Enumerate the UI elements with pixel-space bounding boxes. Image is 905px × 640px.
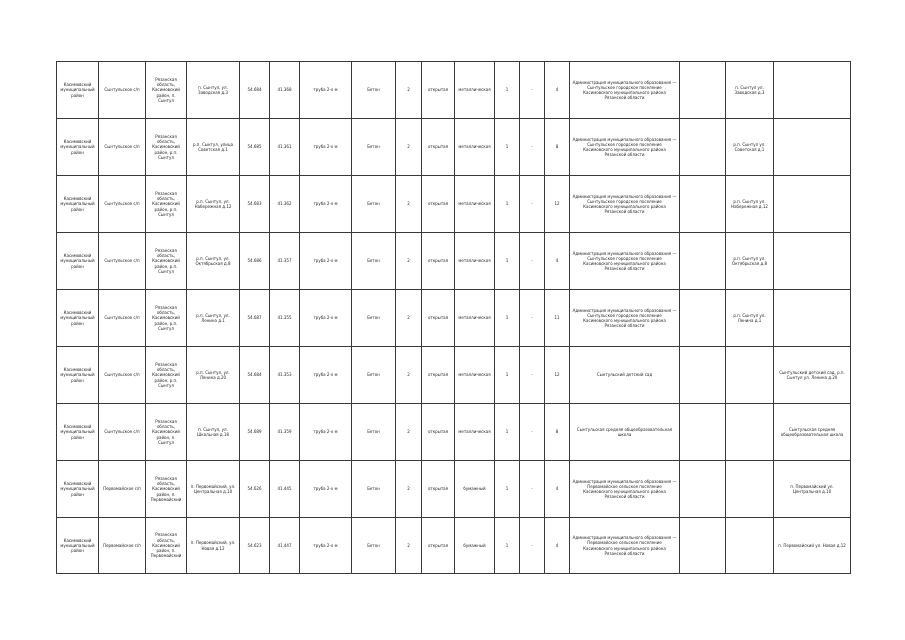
- cell-settlement: Первомайское с/п: [99, 461, 146, 518]
- cell-served-objects: [680, 347, 726, 404]
- cell-longitude: 41.355: [270, 290, 300, 347]
- cell-site-type: открытая: [422, 176, 455, 233]
- cell-source-address: р.п. Сынтул ул. Советская д.1: [726, 119, 774, 176]
- cell-latitude: 54.623: [240, 518, 270, 574]
- cell-dispatch-info: труба 2-х м: [300, 461, 352, 518]
- cell-fence-type: металлическая: [455, 62, 495, 119]
- cell-surface-type: Бетон: [352, 119, 396, 176]
- cell-latitude: 54.687: [240, 290, 270, 347]
- cell-source-address: [726, 347, 774, 404]
- cell-area: 2: [396, 233, 422, 290]
- table-row: [57, 290, 851, 347]
- cell-bunker-count: -: [520, 119, 545, 176]
- cell-longitude: 41.357: [270, 233, 300, 290]
- cell-surface-type: Бетон: [352, 404, 396, 461]
- cell-street-address: п. Сынтул, ул. Заводская д.3: [187, 62, 240, 119]
- cell-served-objects: [680, 290, 726, 347]
- waste-sites-register-table: [56, 61, 851, 574]
- cell-dispatch-info: труба 2-х м: [300, 176, 352, 233]
- cell-site-type: открытая: [422, 290, 455, 347]
- cell-dispatch-info: труба 2-х м: [300, 290, 352, 347]
- cell-owner: Администрация муниципального образования — Первомайское сельское поселение Касимовского муниципального района Рязанской области: [570, 461, 680, 518]
- cell-street-address: п. Первомайский, ул. Центральная д.10: [187, 461, 240, 518]
- cell-surface-type: Бетон: [352, 347, 396, 404]
- table-row: [57, 119, 851, 176]
- cell-container-count: 1: [495, 176, 520, 233]
- cell-area: 2: [396, 119, 422, 176]
- cell-settlement: Сынтульское с/п: [99, 233, 146, 290]
- cell-container-count: 1: [495, 119, 520, 176]
- cell-container-count: 1: [495, 62, 520, 119]
- cell-area: 2: [396, 518, 422, 574]
- cell-site-type: открытая: [422, 347, 455, 404]
- cell-area: 2: [396, 290, 422, 347]
- cell-owner: Администрация муниципального образования — Сынтульское городское поселение Касимовского муниципального района Рязанской области: [570, 176, 680, 233]
- cell-dispatch-info: труба 2-х м: [300, 62, 352, 119]
- cell-served-objects: [680, 518, 726, 574]
- cell-site-type: открытая: [422, 404, 455, 461]
- cell-container-count: 1: [495, 461, 520, 518]
- cell-owner: Администрация муниципального образования — Сынтульское городское поселение Касимовского муниципального района Рязанской области: [570, 119, 680, 176]
- cell-owner: Сынтульский детский сад: [570, 347, 680, 404]
- cell-served-organization: Сынтульская средняя общеобразовательная школа: [774, 404, 851, 461]
- cell-settlement: Сынтульское с/п: [99, 62, 146, 119]
- cell-bunker-count: -: [520, 62, 545, 119]
- cell-served-objects: [680, 233, 726, 290]
- cell-longitude: 41.359: [270, 404, 300, 461]
- cell-area: 2: [396, 347, 422, 404]
- cell-bunker-count: -: [520, 176, 545, 233]
- cell-district: Касимовский муниципальный район: [57, 290, 99, 347]
- cell-district: Касимовский муниципальный район: [57, 404, 99, 461]
- cell-latitude: 54.685: [240, 119, 270, 176]
- cell-latitude: 54.686: [240, 233, 270, 290]
- cell-source-address: р.п. Сынтул ул. Ленина д.1: [726, 290, 774, 347]
- cell-source-address: [726, 461, 774, 518]
- cell-served-organization: [774, 176, 851, 233]
- cell-settlement: Сынтульское с/п: [99, 290, 146, 347]
- cell-container-volume: 12: [545, 176, 570, 233]
- cell-region-address: Рязанская область, Касимовский район, р.п. Сынтул: [146, 233, 187, 290]
- cell-street-address: р.п. Сынтул, ул. Ленина д.1: [187, 290, 240, 347]
- cell-longitude: 41.362: [270, 176, 300, 233]
- cell-container-volume: 11: [545, 290, 570, 347]
- cell-district: Касимовский муниципальный район: [57, 119, 99, 176]
- table-row: [57, 461, 851, 518]
- cell-fence-type: металлическая: [455, 119, 495, 176]
- cell-surface-type: Бетон: [352, 290, 396, 347]
- cell-region-address: Рязанская область, Касимовский район, п. Первомайский: [146, 461, 187, 518]
- cell-region-address: Рязанская область, Касимовский район, п. Сынтул: [146, 404, 187, 461]
- cell-region-address: Рязанская область, Касимовский район, п. Сынтул: [146, 62, 187, 119]
- cell-street-address: п. Сынтул, ул. Школьная д.18: [187, 404, 240, 461]
- cell-area: 2: [396, 176, 422, 233]
- cell-region-address: Рязанская область, Касимовский район, р.п. Сынтул: [146, 347, 187, 404]
- cell-street-address: р.п. Сынтул, ул. Ленина д.20: [187, 347, 240, 404]
- cell-latitude: 54.684: [240, 62, 270, 119]
- cell-served-organization: [774, 62, 851, 119]
- table-row: [57, 62, 851, 119]
- cell-served-organization: Сынтульский детский сад, р.п. Сынтул ул. Ленина д.20: [774, 347, 851, 404]
- cell-district: Касимовский муниципальный район: [57, 347, 99, 404]
- cell-surface-type: Бетон: [352, 176, 396, 233]
- cell-container-count: 1: [495, 518, 520, 574]
- cell-served-organization: [774, 233, 851, 290]
- cell-area: 2: [396, 404, 422, 461]
- cell-settlement: Сынтульское с/п: [99, 404, 146, 461]
- cell-region-address: Рязанская область, Касимовский район, р.п. Сынтул: [146, 176, 187, 233]
- cell-street-address: р.п. Сынтул, улица Советская д.1: [187, 119, 240, 176]
- cell-dispatch-info: труба 2-х м: [300, 119, 352, 176]
- cell-bunker-count: -: [520, 290, 545, 347]
- cell-owner: Администрация муниципального образования — Первомайское сельское поселение Касимовского муниципального района Рязанской области: [570, 518, 680, 574]
- cell-longitude: 41.445: [270, 461, 300, 518]
- cell-served-organization: [774, 290, 851, 347]
- cell-area: 2: [396, 62, 422, 119]
- cell-area: 2: [396, 461, 422, 518]
- cell-latitude: 54.626: [240, 461, 270, 518]
- cell-site-type: открытая: [422, 518, 455, 574]
- cell-owner: Администрация муниципального образования — Сынтульское городское поселение Касимовского муниципального района Рязанской области: [570, 233, 680, 290]
- cell-container-count: 1: [495, 290, 520, 347]
- cell-district: Касимовский муниципальный район: [57, 233, 99, 290]
- cell-served-objects: [680, 176, 726, 233]
- cell-container-volume: 8: [545, 404, 570, 461]
- cell-settlement: Сынтульское с/п: [99, 176, 146, 233]
- table-row: [57, 518, 851, 574]
- cell-container-volume: 4: [545, 518, 570, 574]
- cell-bunker-count: -: [520, 347, 545, 404]
- cell-source-address: [726, 518, 774, 574]
- cell-region-address: Рязанская область, Касимовский район, п. Первомайский: [146, 518, 187, 574]
- cell-street-address: р.п. Сынтул, ул. Октябрьская д.8: [187, 233, 240, 290]
- cell-fence-type: металлическая: [455, 347, 495, 404]
- table-row: [57, 347, 851, 404]
- cell-container-count: 1: [495, 347, 520, 404]
- cell-owner: Администрация муниципального образования — Сынтульское городское поселение Касимовского муниципального района Рязанской области: [570, 62, 680, 119]
- cell-district: Касимовский муниципальный район: [57, 62, 99, 119]
- cell-region-address: Рязанская область, Касимовский район, р.п. Сынтул: [146, 119, 187, 176]
- table-row: [57, 404, 851, 461]
- cell-served-organization: [774, 119, 851, 176]
- cell-bunker-count: -: [520, 404, 545, 461]
- cell-longitude: 41.361: [270, 119, 300, 176]
- cell-container-volume: 4: [545, 461, 570, 518]
- cell-fence-type: бумажный: [455, 518, 495, 574]
- cell-container-volume: 4: [545, 233, 570, 290]
- cell-fence-type: бумажный: [455, 461, 495, 518]
- cell-settlement: Сынтульское с/п: [99, 119, 146, 176]
- cell-district: Касимовский муниципальный район: [57, 518, 99, 574]
- cell-source-address: р.п. Сынтул ул. Октябрьская д.8: [726, 233, 774, 290]
- cell-site-type: открытая: [422, 62, 455, 119]
- cell-latitude: 54.683: [240, 176, 270, 233]
- cell-street-address: р.п. Сынтул, ул. Набережная д.12: [187, 176, 240, 233]
- cell-source-address: [726, 404, 774, 461]
- cell-container-count: 1: [495, 404, 520, 461]
- cell-dispatch-info: труба 2-х м: [300, 347, 352, 404]
- cell-site-type: открытая: [422, 461, 455, 518]
- cell-served-objects: [680, 404, 726, 461]
- cell-container-volume: 8: [545, 119, 570, 176]
- cell-served-objects: [680, 62, 726, 119]
- cell-surface-type: Бетон: [352, 518, 396, 574]
- cell-street-address: п. Первомайский, ул. Новая д.12: [187, 518, 240, 574]
- cell-district: Касимовский муниципальный район: [57, 176, 99, 233]
- cell-site-type: открытая: [422, 233, 455, 290]
- cell-longitude: 41.368: [270, 62, 300, 119]
- cell-bunker-count: -: [520, 233, 545, 290]
- cell-fence-type: металлическая: [455, 290, 495, 347]
- cell-region-address: Рязанская область, Касимовский район, р.п. Сынтул: [146, 290, 187, 347]
- cell-latitude: 54.689: [240, 404, 270, 461]
- cell-container-count: 1: [495, 233, 520, 290]
- cell-dispatch-info: труба 2-х м: [300, 404, 352, 461]
- cell-latitude: 54.684: [240, 347, 270, 404]
- cell-site-type: открытая: [422, 119, 455, 176]
- cell-container-volume: 12: [545, 347, 570, 404]
- cell-fence-type: металлическая: [455, 176, 495, 233]
- cell-longitude: 41.447: [270, 518, 300, 574]
- table-row: [57, 176, 851, 233]
- cell-owner: Сынтульская средняя общеобразовательная школа: [570, 404, 680, 461]
- cell-surface-type: Бетон: [352, 62, 396, 119]
- cell-surface-type: Бетон: [352, 233, 396, 290]
- cell-settlement: Сынтульское с/п: [99, 347, 146, 404]
- cell-fence-type: металлическая: [455, 233, 495, 290]
- table-row: [57, 233, 851, 290]
- cell-district: Касимовский муниципальный район: [57, 461, 99, 518]
- cell-container-volume: 4: [545, 62, 570, 119]
- cell-source-address: п. Сынтул ул. Заводская д.3: [726, 62, 774, 119]
- cell-surface-type: Бетон: [352, 461, 396, 518]
- cell-dispatch-info: труба 2-х м: [300, 233, 352, 290]
- cell-longitude: 41.353: [270, 347, 300, 404]
- cell-bunker-count: -: [520, 518, 545, 574]
- cell-served-organization: п. Первомайский ул. Центральная д.10: [774, 461, 851, 518]
- cell-fence-type: металлическая: [455, 404, 495, 461]
- cell-source-address: р.п. Сынтул ул. Набережная д.12: [726, 176, 774, 233]
- cell-served-objects: [680, 119, 726, 176]
- cell-dispatch-info: труба 2-х м: [300, 518, 352, 574]
- cell-served-organization: п. Первомайский ул. Новая д.12: [774, 518, 851, 574]
- cell-settlement: Первомайское с/п: [99, 518, 146, 574]
- cell-bunker-count: -: [520, 461, 545, 518]
- cell-served-objects: [680, 461, 726, 518]
- cell-owner: Администрация муниципального образования — Сынтульское городское поселение Касимовского муниципального района Рязанской области: [570, 290, 680, 347]
